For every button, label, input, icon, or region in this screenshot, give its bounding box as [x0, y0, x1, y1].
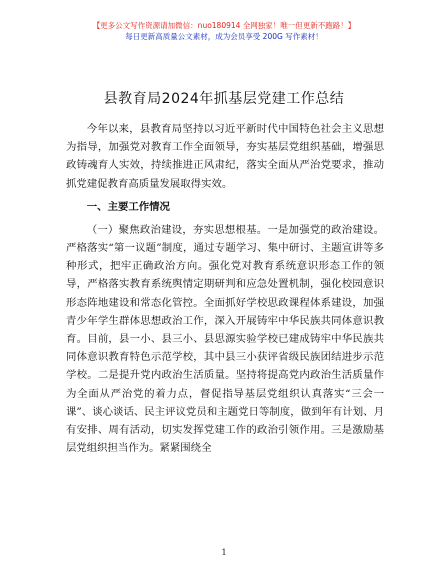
document-title: 县教育局2024年抓基层党建工作总结 [103, 91, 345, 107]
section-heading: 一、主要工作情况 [86, 200, 170, 213]
promo-banner [0, 20, 448, 42]
page-number: 1 [221, 548, 227, 557]
promo-banner-line2: 每日更新高质量公文素材，成为会员享受 200G 写作素材！ [125, 32, 323, 41]
promo-banner-line1: 【更多公文写作资源请加微信：nuo180914 全网独家！唯一但更新不跑路！】 [92, 21, 356, 30]
section-paragraph: （一）聚焦政治建设，夯实思想根基。一是加强党的政治建设。严格落实“第一议题”制度，通过专题学习、集中研讨、主题宣讲等多种形式，把牢正确政治方向。强化党对教育系统意识形态工作的领导，严格落实教育系统舆情定期研判和应急处置机制，强化校园意识形态阵地建设和常态化管控。全面抓好学校思政课程体系建设，加强青少年学生群体思想政治工作，深入开展铸牢中华民族共同体意识教育。目前，县一小、县三小、县思源实验学校已建成铸牢中华民族共同体意识教育特色示范学校，其中县三小获评省级民族团结进步示范学校。二是提升党内政治生活质量。坚持将提高党内政治生活质量作为全面从严治党的着力点，督促指导基层党组织认真落实“三会一课”、谈心谈话、民主评议党员和主题党日等制度，做到年有计划、月有安排、周有活动，切实发挥党建工作的政治引领作用。三是激励基层党组织担当作为。紧紧围绕全 [66, 223, 384, 455]
intro-paragraph: 今年以来，县教育局坚持以习近平新时代中国特色社会主义思想为指导，加强党对教育工作全面领导，夯实基层党组织基础，增强思政铸魂育人实效，持续推进正风肃纪，落实全面从严治党要求，推动抓党建促教育高质量发展取得实效。 [66, 123, 384, 190]
document-body [66, 120, 384, 463]
